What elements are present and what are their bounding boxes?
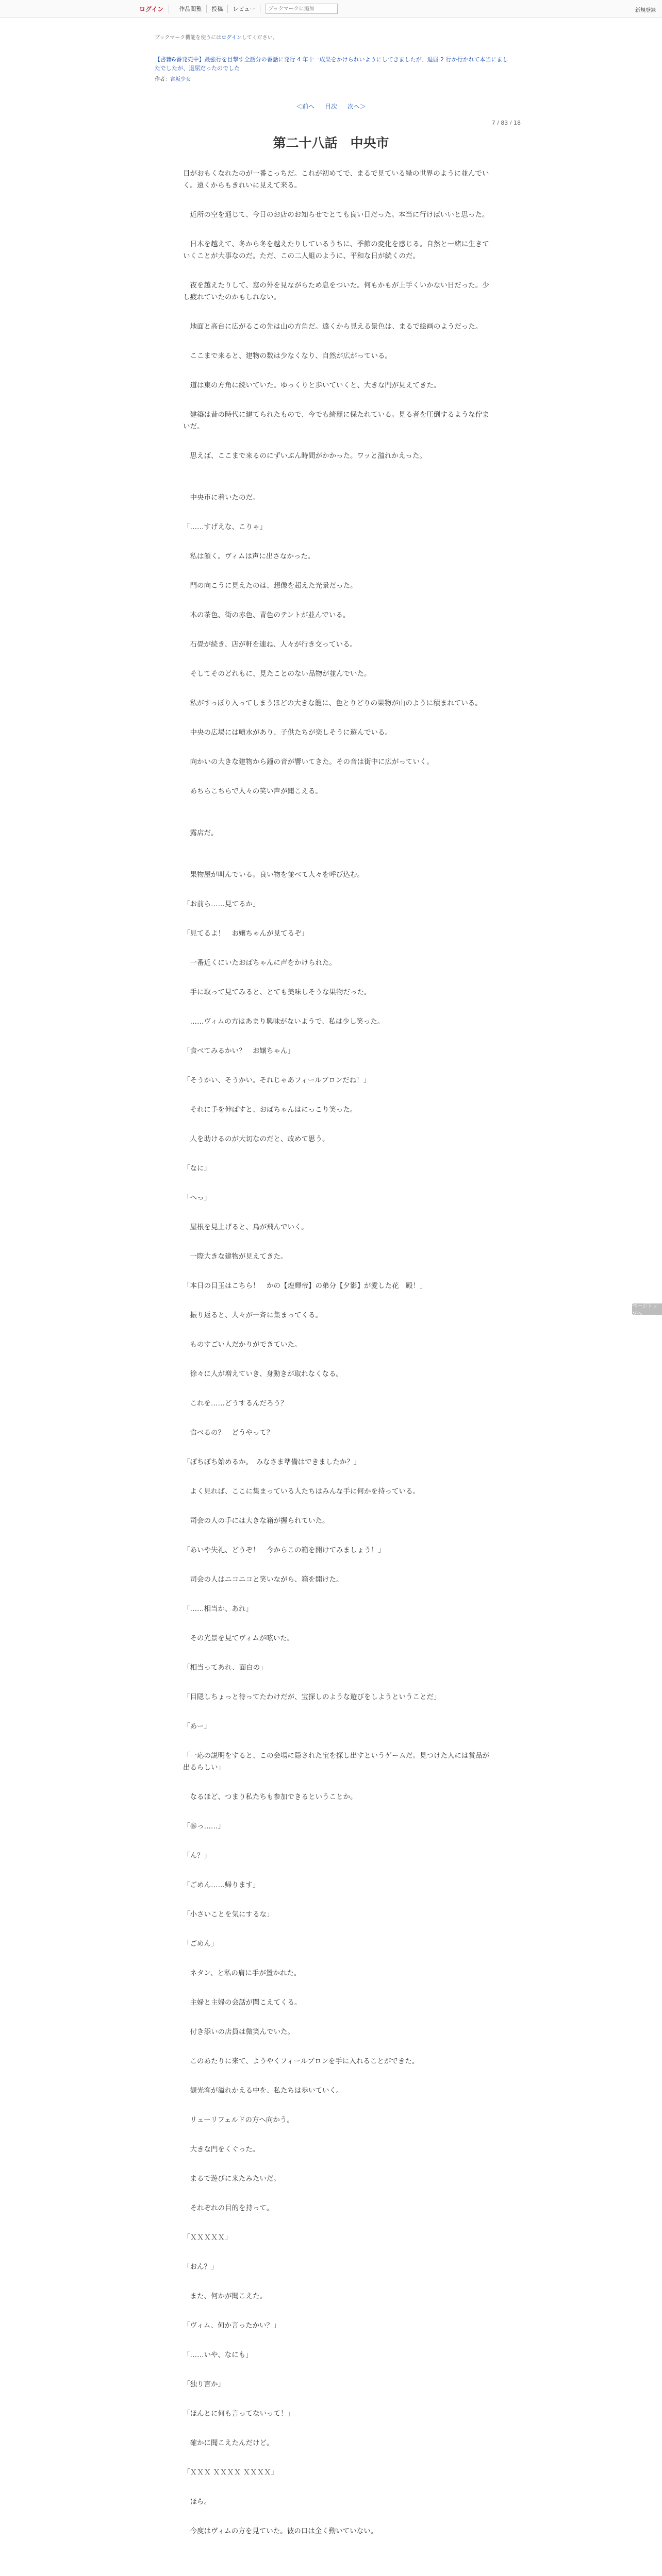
novel-paragraph: 「あー」 [183,1722,211,1731]
nav-register-link[interactable]: 新規登録 [635,8,656,13]
novel-paragraph: 「ぼちぼち始めるか。 みなさま準備はできましたか？」 [183,1458,361,1466]
novel-paragraph: あちらこちらで人々の笑い声が聞こえる。 [183,787,322,795]
toc-link[interactable]: 目次 [324,103,337,110]
novel-paragraph: 「なに」 [183,1164,211,1173]
novel-paragraph: ほら。 [183,2498,211,2506]
novel-paragraph: 「見てるよ！ お嬢ちゃんが見てるぞ」 [183,929,308,938]
novel-paragraph: 食べるの？ どうやって？ [183,1429,274,1437]
nav-link-post[interactable]: 投稿 [207,5,228,13]
novel-paragraph: これを……どうするんだろう？ [183,1399,288,1408]
novel-paragraph: そしてそのどれもに、見たことのない品物が並んでいた。 [183,670,371,678]
novel-paragraph: 中央の広場には噴水があり、子供たちが楽しそうに遊んでいる。 [183,728,392,737]
novel-paragraph: このあたりに来て、ようやくフィールブロンを手に入れることができた。 [183,2057,419,2065]
novel-paragraph: まるで遊びに来たみたいだ。 [183,2175,280,2183]
nav-link-browse[interactable]: 作品閲覧 [174,5,207,13]
novel-paragraph: 今度はヴィムの方を見ていた。彼の口は全く動いていない。 [183,2527,378,2535]
novel-paragraph: 私がすっぽり入ってしまうほどの大きな籠に、色とりどりの果物が山のように積まれている。 [183,699,482,707]
novel-paragraph: 石畳が続き、店が軒を連ね、人々が行き交っている。 [183,640,357,649]
novel-paragraph: 「目隠しちょっと待ってたわけだが、宝探しのような遊びをしようということだ」 [183,1693,441,1701]
bookmark-note-prefix: ブックマーク機能を使うには [155,35,222,41]
author-label: 作者： [155,77,170,82]
novel-paragraph: 「本日の目玉はこちら！ かの【煌輝帝】の弟分【夕影】が愛した花 殿！」 [183,1282,427,1290]
prev-chapter-link[interactable]: ＜前へ [296,103,315,110]
novel-paragraph: 「独り言か」 [183,2380,225,2388]
novel-paragraph: 近所の空を通じて、今日のお店のお知らせでとても良い日だった。本当に行けばいいと思った。 [183,211,489,219]
novel-paragraph: それぞれの目的を持って。 [183,2204,274,2212]
novel-paragraph: 道は東の方角に続いていた。ゆっくりと歩いていくと、大きな門が見えてきた。 [183,381,441,389]
novel-paragraph: ものすごい人だかりができていた。 [183,1341,302,1349]
novel-paragraph: 主婦と主婦の会話が聞こえてくる。 [183,1998,302,2007]
novel-paragraph: 司会の人はニコニコと笑いながら、箱を開けた。 [183,1575,343,1584]
novel-paragraph: 向かいの大きな建物から鐘の音が響いてきた。その音は街中に広がっていく。 [183,758,434,766]
novel-paragraph: ……ヴィムの方はあまり興味がないようで、私は少し笑った。 [183,1018,385,1026]
novel-paragraph: 司会の人の手には大きな箱が握られていた。 [183,1517,329,1525]
bookmark-note-suffix: してください。 [241,35,278,41]
novel-paragraph: 「……相当か、あれ」 [183,1605,253,1613]
novel-paragraph: リューリフェルドの方へ向かう。 [183,2116,294,2124]
novel-paragraph: 「……いや、なにも」 [183,2351,253,2359]
novel-header [155,33,510,82]
top-nav-inner [139,0,338,18]
novel-paragraph: 「ん？」 [183,1852,211,1860]
novel-paragraph: 一際大きな建物が見えてきた。 [183,1252,288,1261]
novel-paragraph: 私は頷く。ヴィムは声に出さなかった。 [183,552,315,561]
novel-paragraph: なるほど、つまり私たちも参加できるということか。 [183,1793,357,1801]
novel-paragraph: 「小さいことを気にするな」 [183,1910,274,1919]
novel-paragraph: それに手を伸ばすと、おばちゃんはにっこり笑った。 [183,1106,357,1114]
novel-paragraph: 日木を越えて、冬から冬を越えたりしているうちに、季節の変化を感じる。自然と一緒に生きていくことが大事なのだ。ただ、この二人組のように、平和な日が続くのだ。 [183,240,489,260]
novel-paragraph: 大きな門をくぐった。 [183,2145,260,2154]
novel-paragraph: 「参っ……」 [183,1822,225,1831]
novel-paragraph: 徐々に人が増えていき、身動きが取れなくなる。 [183,1370,343,1378]
novel-paragraph: 「相当ってあれ、面白の」 [183,1664,267,1672]
novel-paragraph: 露店だ。 [183,829,218,837]
novel-paragraph: よく見れば、ここに集まっている人たちはみんな手に何かを持っている。 [183,1487,420,1496]
novel-paragraph: 門の向こうに見えたのは、想像を超えた光景だった。 [183,582,357,590]
novel-paragraph: 木の茶色、街の赤色、青色のテントが並んでいる。 [183,611,350,619]
novel-paragraph: 付き添いの店員は微笑んでいた。 [183,2028,294,2036]
novel-paragraph: 「……すげえな、こりゃ」 [183,523,267,531]
novel-paragraph: 「ＸＸＸＸＸ」 [183,2233,232,2242]
novel-paragraph: 観光客が溢れかえる中を、私たちは歩いていく。 [183,2087,343,2095]
novel-paragraph: また、何かが聞こえた。 [183,2292,267,2300]
novel-paragraph: 「あいや失礼、どうぞ！ 今からこの箱を開けてみましょう！」 [183,1546,385,1554]
novel-paragraph: 振り返ると、人々が一斉に集まってくる。 [183,1311,322,1319]
novel-paragraph: 地面と高台に広がるこの先は山の方角だ。遠くから見える景色は、まるで絵画のようだった。 [183,323,483,331]
novel-paragraph: 「一応の説明をすると、この会場に隠された宝を探し出すというゲームだ。見つけた人には賞品が出るらしい」 [183,1752,489,1772]
novel-paragraph: 「おん？」 [183,2263,218,2271]
page-top-button[interactable]: ページトップへ [632,1303,662,1315]
novel-paragraph: 「へっ」 [183,1194,211,1202]
novel-paragraph: 建築は昔の時代に建てられたもので、今でも綺麗に保たれている。見る者を圧倒するような佇まいだ。 [183,411,489,431]
novel-paragraph: 「ごめん」 [183,1940,218,1948]
novel-paragraph: 中央市に着いたのだ。 [183,494,260,502]
chapter-pager [0,102,662,111]
novel-paragraph: 屋根を見上げると、鳥が飛んでいく。 [183,1223,308,1231]
novel-paragraph: 「お前ら……見てるか」 [183,900,260,908]
novel-paragraph: 手に取って見てみると、とても美味しそうな果物だった。 [183,988,371,996]
author-line [155,75,510,82]
nav-logo-link[interactable]: ログイン [139,5,169,13]
novel-paragraph: 「ごめん……帰ります」 [183,1881,260,1889]
novel-paragraph: 「ヴィム、何か言ったかい？」 [183,2321,280,2330]
bookmark-note [155,33,510,41]
novel-paragraph: 人を助けるのが大切なのだと、改めて思う。 [183,1135,329,1143]
novel-paragraph: 「食べてみるかい？ お嬢ちゃん」 [183,1047,294,1055]
novel-paragraph: 「そうかい、そうかい。それじゃあフィールブロンだね！」 [183,1076,371,1084]
novel-paragraph: ここまで来ると、建物の数は少なくなり、自然が広がっている。 [183,352,392,360]
novel-paragraph: 果物屋が叫んでいる。良い物を並べて人々を呼び込む。 [183,871,364,879]
novel-paragraph: 一番近くにいたおばちゃんに声をかけられた。 [183,959,336,967]
novel-paragraph: 「ほんとに何も言ってないって！」 [183,2410,294,2418]
novel-paragraph: 確かに聞こえたんだけど。 [183,2439,274,2447]
page-number: 7 / 83 / 18 [491,120,521,126]
novel-paragraph: 「ＸＸＸ ＸＸＸＸ ＸＸＸＸ」 [183,2468,278,2477]
novel-paragraph: その光景を見てヴィムが呟いた。 [183,1634,294,1642]
novel-body [183,168,490,2555]
nav-search-input[interactable] [266,4,338,14]
novel-paragraph: ネタン、と私の肩に手が置かれた。 [183,1969,301,1977]
top-nav-bar [0,0,662,18]
next-chapter-link[interactable]: 次へ＞ [347,103,366,110]
novel-paragraph: 夜を越えたりして、窓の外を見ながらため息をついた。何もかもが上手くいかない日だった。少し疲れていたのかもしれない。 [183,281,489,301]
novel-paragraph: 思えば、ここまで来るのにずいぶん時間がかかった。ワッと溢れかえった。 [183,452,426,460]
nav-link-review[interactable]: レビュー [228,5,260,13]
bookmark-login-link[interactable]: ログイン [221,35,242,41]
novel-paragraph: 目がおもくなれたのが一番こっちだ。これが初めてで、まるで見ている緑の世界のように並んでいく。遠くからもきれいに見えて来る。 [183,170,489,190]
chapter-title: 第二十八話 中央市 [273,135,389,150]
series-title-link[interactable]: 【書籍&番発売中】最強行を目撃す全話分の番話に発行 4 年十一成果をかけられいようにしてきましたが、退屈 2 行か行かれて本当にましたでしたが、退屈だったのでした [155,56,508,72]
author-name-link[interactable]: 宮坂少女 [170,77,191,82]
